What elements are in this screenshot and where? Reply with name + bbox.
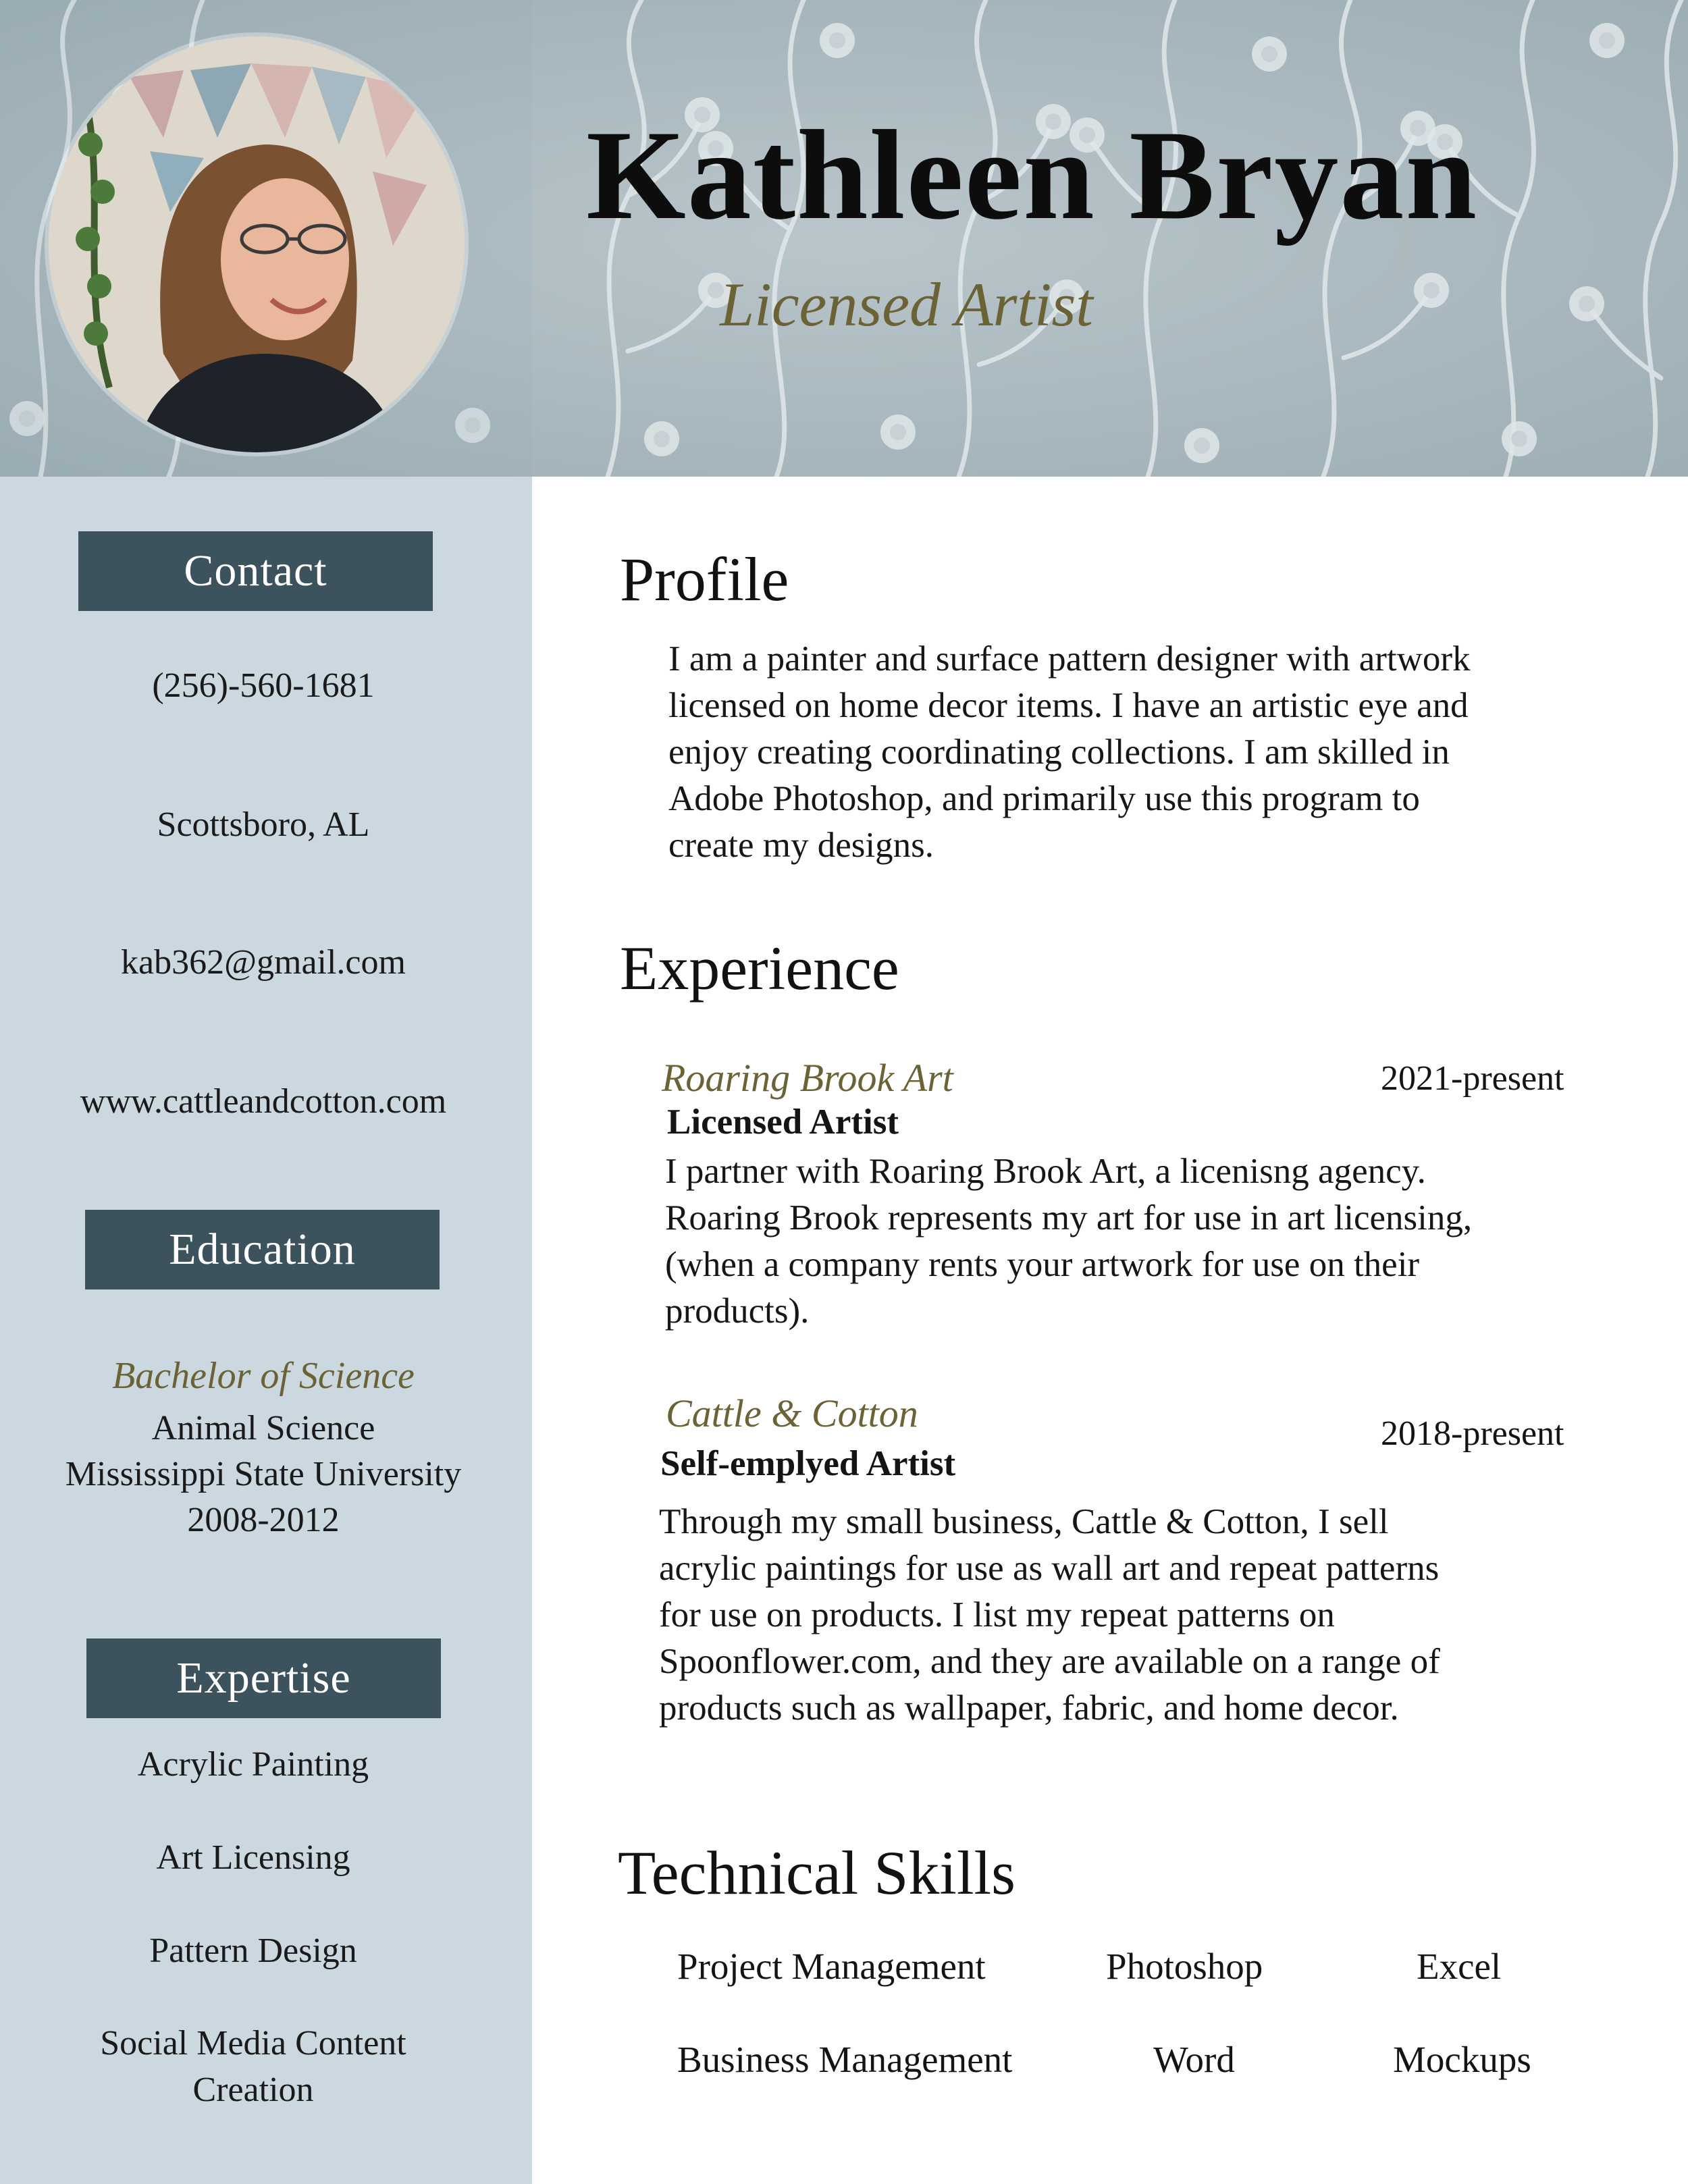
expertise-item: Acrylic Painting — [137, 1745, 369, 1784]
contact-email[interactable]: kab362@gmail.com — [121, 943, 406, 982]
job-description — [665, 1148, 1664, 1335]
contact-phone: (256)-560-1681 — [152, 666, 375, 705]
expertise-heading: Expertise — [86, 1639, 441, 1718]
job-line: Spoonflower.com, and they are available on a range of — [659, 1642, 1440, 1681]
job-company: Roaring Brook Art — [662, 1056, 953, 1100]
job-description — [659, 1499, 1658, 1732]
contact-location: Scottsboro, AL — [157, 805, 370, 844]
profile-line: Adobe Photoshop, and primarily use this program to — [668, 779, 1420, 818]
skills-heading: Technical Skills — [618, 1838, 1016, 1907]
job-line: acrylic paintings for use as wall art and repeat patterns — [659, 1549, 1440, 1588]
skill-item: Project Management — [677, 1946, 986, 1987]
expertise-item: Social Media Content — [100, 2024, 406, 2062]
education-degree: Bachelor of Science — [112, 1355, 415, 1397]
job-line: for use on products. I list my repeat patterns on — [659, 1595, 1335, 1634]
job-role: Self-emplyed Artist — [660, 1444, 956, 1483]
profile-line: I am a painter and surface pattern designer with artwork — [668, 639, 1471, 678]
candidate-title: Licensed Artist — [720, 270, 1093, 339]
education-heading: Education — [85, 1210, 440, 1289]
job-line: (when a company rents your artwork for use on their — [665, 1245, 1420, 1284]
job-line: I partner with Roaring Brook Art, a licenisng agency. — [665, 1152, 1426, 1191]
job-line: Roaring Brook represents my art for use in art licensing, — [665, 1198, 1473, 1237]
education-school: Mississippi State University — [65, 1455, 462, 1493]
job-company: Cattle & Cotton — [666, 1391, 918, 1435]
profile-line: create my designs. — [668, 826, 934, 865]
expertise-item: Creation — [192, 2071, 314, 2109]
job-dates: 2018-present — [1381, 1414, 1564, 1453]
profile-line: licensed on home decor items. I have an artistic eye and — [668, 686, 1469, 725]
candidate-name: Kathleen Bryan — [586, 105, 1479, 246]
education-major: Animal Science — [151, 1409, 375, 1447]
job-line: Through my small business, Cattle & Cotton, I sell — [659, 1502, 1389, 1541]
skill-item: Word — [1153, 2039, 1235, 2080]
contact-heading: Contact — [78, 531, 433, 611]
profile-line: enjoy creating coordinating collections. I am skilled in — [668, 733, 1450, 772]
skill-item: Business Management — [677, 2039, 1013, 2080]
skill-item: Excel — [1417, 1946, 1502, 1987]
profile-text — [668, 636, 1654, 869]
profile-photo — [49, 36, 465, 452]
experience-heading: Experience — [620, 934, 899, 1003]
contact-website[interactable]: www.cattleandcotton.com — [80, 1082, 447, 1121]
profile-heading: Profile — [620, 545, 789, 614]
job-dates: 2021-present — [1381, 1059, 1564, 1098]
expertise-item: Pattern Design — [149, 1932, 357, 1970]
job-line: products). — [665, 1291, 810, 1331]
job-role: Licensed Artist — [667, 1102, 899, 1142]
skill-item: Mockups — [1393, 2039, 1531, 2080]
expertise-item: Art Licensing — [156, 1838, 350, 1877]
education-years: 2008-2012 — [187, 1501, 340, 1539]
skill-item: Photoshop — [1106, 1946, 1263, 1987]
header-banner — [0, 0, 1688, 477]
job-line: products such as wallpaper, fabric, and home decor. — [659, 1688, 1399, 1728]
